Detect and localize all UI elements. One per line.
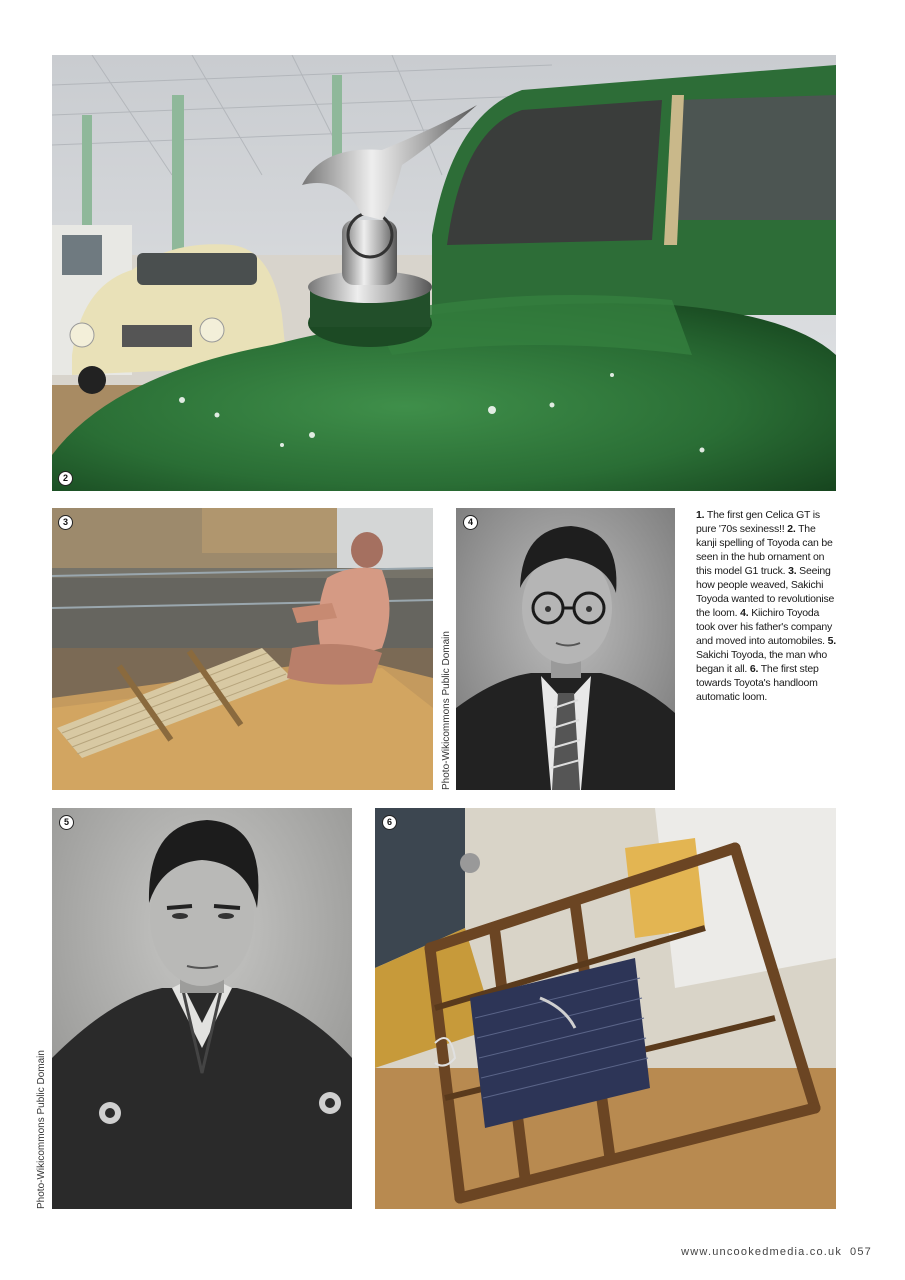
website-url: www.uncookedmedia.co.uk: [681, 1246, 843, 1258]
caption-item-1: 1. The first gen Celica GT is pure '70s sexiness!!: [696, 509, 820, 535]
page-footer: [681, 1246, 872, 1258]
photo-number-badge: 6: [382, 815, 397, 830]
photo-weaving-figure: [52, 508, 433, 790]
photo-sakichi-portrait: [52, 808, 352, 1209]
caption-item-2: 2. The kanji spelling of Toyoda can be seen in the hub ornament on this model G1 truck.: [696, 523, 833, 577]
handloom-illustration: [375, 808, 836, 1209]
photo-handloom: [375, 808, 836, 1209]
photo-number-badge: 2: [58, 471, 73, 486]
weaving-illustration: [52, 508, 433, 790]
photo-g1-truck-hood-ornament: [52, 55, 836, 491]
photo-credit: Photo-Wikicommons Public Domain: [36, 1050, 47, 1209]
caption-item-4: 4. Kiichiro Toyoda took over his father's company and moved into automobiles.: [696, 607, 833, 647]
photo-number-badge: 3: [58, 515, 73, 530]
photo-number-badge: 4: [463, 515, 478, 530]
truck-illustration: [52, 55, 836, 491]
caption-item-5: 5. Sakichi Toyoda, the man who began it all.: [696, 635, 836, 675]
portrait-illustration: [456, 508, 675, 790]
caption-item-6: 6. The first step towards Toyota's handloom automatic loom.: [696, 663, 819, 703]
caption-item-3: 3. Seeing how people weaved, Sakichi Toyoda wanted to revolutionise the loom.: [696, 565, 835, 619]
photo-number-badge: 5: [59, 815, 74, 830]
page-number: 057: [850, 1246, 872, 1258]
portrait-illustration: [52, 808, 352, 1209]
photo-captions: [696, 508, 836, 704]
photo-kiichiro-portrait: [456, 508, 675, 790]
photo-credit: Photo-Wikicommons Public Domain: [441, 631, 452, 790]
